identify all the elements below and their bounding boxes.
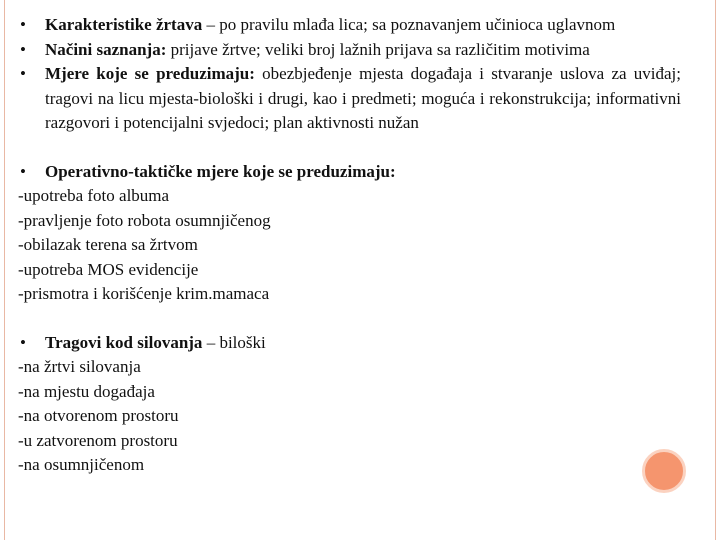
- top-bullet-list: [18, 13, 681, 136]
- bullet-text: obezbjeđenje mjesta događaja i stvaranje uslova za uviđaj; tragovi na licu mjesta-biološki i drugi, kao i predmeti; moguća i rekonstrukcija; informativni razgovori i potencijalni svjedoci; plan aktivnosti nužan: [45, 64, 681, 132]
- rape-traces-heading: [18, 331, 681, 356]
- section-title: Tragovi kod silovanja: [45, 332, 203, 352]
- list-item: -upotreba foto albuma: [18, 186, 170, 205]
- bullet-icon: •: [20, 332, 26, 352]
- bullet-heading: Karakteristike žrtava: [45, 15, 203, 34]
- operative-measures-heading: [18, 160, 681, 185]
- list-item: -obilazak terena sa žrtvom: [18, 235, 198, 254]
- bullet-heading: Načini saznanja:: [45, 39, 167, 59]
- bullet-icon: •: [20, 64, 26, 83]
- bullet-heading: Mjere koje se preduzimaju:: [45, 64, 255, 83]
- left-frame-line: [4, 0, 5, 540]
- bullet-measures-taken: [18, 62, 681, 136]
- bullet-icon: •: [20, 15, 26, 34]
- list-item: -na osumnjičenom: [18, 455, 145, 474]
- list-item: -na mjestu događaja: [18, 381, 155, 401]
- list-item: -na otvorenom prostoru: [18, 406, 179, 425]
- section-title: Operativno-taktičke mjere koje se preduzimaju:: [45, 161, 396, 181]
- slide-content: [18, 13, 681, 478]
- bullet-victim-characteristics: [18, 13, 681, 38]
- list-item: -pravljenje foto robota osumnjičenog: [18, 210, 271, 230]
- section-title-suffix: – biloški: [202, 332, 266, 352]
- list-item: -upotreba MOS evidencije: [18, 259, 199, 279]
- right-frame-line: [715, 0, 716, 540]
- bullet-text: prijave žrtve; veliki broj lažnih prijava sa različitim motivima: [166, 39, 590, 59]
- bullet-icon: •: [20, 161, 26, 181]
- list-item: -prismotra i korišćenje krim.mamaca: [18, 284, 270, 303]
- operative-measures-section: [18, 160, 681, 307]
- list-item: -na žrtvi silovanja: [18, 357, 141, 376]
- bullet-icon: •: [20, 39, 26, 59]
- bullet-text: – po pravilu mlađa lica; sa poznavanjem učinioca uglavnom: [202, 15, 616, 34]
- rape-traces-section: [18, 331, 681, 478]
- bullet-discovery-methods: [18, 38, 681, 63]
- decorative-circle-icon: [642, 449, 686, 493]
- list-item: -u zatvorenom prostoru: [18, 430, 178, 450]
